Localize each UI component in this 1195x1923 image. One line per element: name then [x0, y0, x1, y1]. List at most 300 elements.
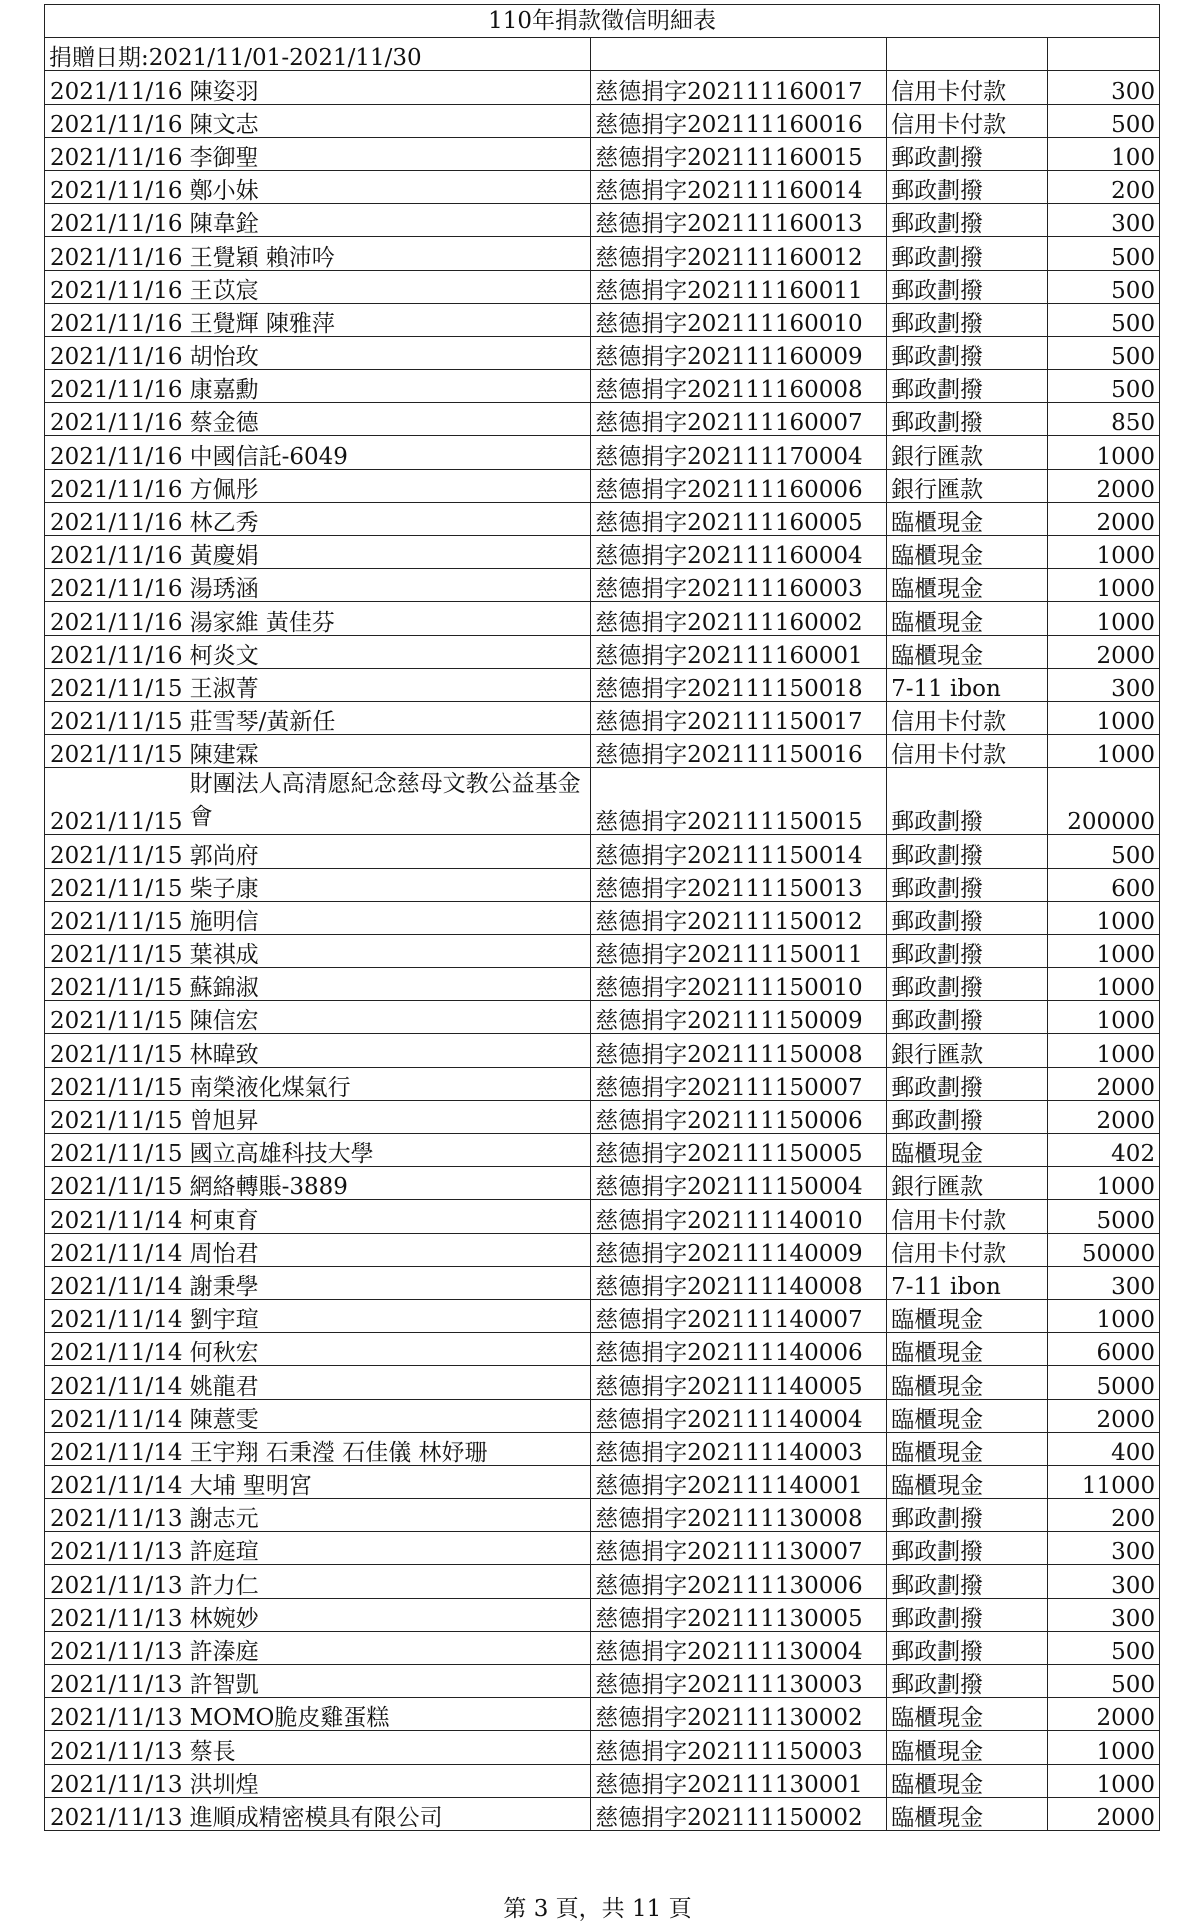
donation-amount: 1000	[1048, 1299, 1160, 1332]
donation-amount: 300	[1048, 668, 1160, 701]
title-row	[45, 5, 1160, 38]
table-row	[45, 1465, 1160, 1498]
donation-amount: 500	[1048, 303, 1160, 336]
donor-name: 劉宇瑄	[187, 1299, 591, 1332]
table-row	[45, 1100, 1160, 1133]
donation-date: 2021/11/14	[45, 1465, 187, 1498]
donor-name: 施明信	[187, 901, 591, 934]
receipt-number: 慈德捐字202111150007	[591, 1067, 887, 1100]
receipt-number: 慈德捐字202111160006	[591, 469, 887, 502]
donation-date: 2021/11/16	[45, 303, 187, 336]
table-row	[45, 370, 1160, 403]
donation-amount: 300	[1048, 204, 1160, 237]
donation-amount: 200	[1048, 1499, 1160, 1532]
payment-method: 信用卡付款	[887, 71, 1048, 104]
payment-method: 臨櫃現金	[887, 536, 1048, 569]
payment-method: 郵政劃撥	[887, 1067, 1048, 1100]
donation-amount: 1000	[1048, 536, 1160, 569]
payment-method: 郵政劃撥	[887, 137, 1048, 170]
donation-amount: 2000	[1048, 1100, 1160, 1133]
donation-date: 2021/11/14	[45, 1366, 187, 1399]
table-title: 110年捐款徵信明細表	[45, 5, 1160, 38]
table-row	[45, 237, 1160, 270]
donation-date: 2021/11/15	[45, 1167, 187, 1200]
donation-amount: 2000	[1048, 1698, 1160, 1731]
table-row	[45, 701, 1160, 734]
donation-date: 2021/11/15	[45, 1067, 187, 1100]
donation-amount: 1000	[1048, 701, 1160, 734]
donor-name: 鄭小妹	[187, 170, 591, 203]
donor-name: 許溱庭	[187, 1631, 591, 1664]
donation-date: 2021/11/13	[45, 1499, 187, 1532]
donation-date: 2021/11/15	[45, 835, 187, 868]
donor-name: 黃慶娟	[187, 536, 591, 569]
donor-name: 姚龍君	[187, 1366, 591, 1399]
table-row	[45, 71, 1160, 104]
donation-amount: 5000	[1048, 1366, 1160, 1399]
receipt-number: 慈德捐字202111140006	[591, 1333, 887, 1366]
receipt-number: 慈德捐字202111140005	[591, 1366, 887, 1399]
payment-method: 臨櫃現金	[887, 1465, 1048, 1498]
receipt-number: 慈德捐字202111150014	[591, 835, 887, 868]
donation-date: 2021/11/15	[45, 768, 187, 835]
donation-date: 2021/11/16	[45, 436, 187, 469]
donation-amount: 400	[1048, 1432, 1160, 1465]
donation-amount: 1000	[1048, 1034, 1160, 1067]
donor-name: 蔡長	[187, 1731, 591, 1764]
donation-date: 2021/11/15	[45, 868, 187, 901]
receipt-number: 慈德捐字202111160017	[591, 71, 887, 104]
table-row	[45, 336, 1160, 369]
donor-name: 陳信宏	[187, 1001, 591, 1034]
receipt-number: 慈德捐字202111160012	[591, 237, 887, 270]
payment-method: 銀行匯款	[887, 1034, 1048, 1067]
donation-amount: 2000	[1048, 1399, 1160, 1432]
table-row	[45, 1565, 1160, 1598]
donor-name: 李御聖	[187, 137, 591, 170]
table-row	[45, 502, 1160, 535]
donation-amount: 6000	[1048, 1333, 1160, 1366]
donor-name: 陳建霖	[187, 735, 591, 768]
date-range-row	[45, 38, 1160, 71]
receipt-number: 慈德捐字202111150003	[591, 1731, 887, 1764]
receipt-number: 慈德捐字202111150015	[591, 768, 887, 835]
receipt-number: 慈德捐字202111140007	[591, 1299, 887, 1332]
donation-date: 2021/11/16	[45, 336, 187, 369]
receipt-number: 慈德捐字202111160009	[591, 336, 887, 369]
donor-name: 葉祺成	[187, 934, 591, 967]
payment-method: 郵政劃撥	[887, 1532, 1048, 1565]
donation-amount: 100	[1048, 137, 1160, 170]
donation-amount: 2000	[1048, 469, 1160, 502]
receipt-number: 慈德捐字202111130001	[591, 1764, 887, 1797]
donation-date: 2021/11/13	[45, 1731, 187, 1764]
donation-amount: 1000	[1048, 602, 1160, 635]
table-row	[45, 1299, 1160, 1332]
donor-name: 蔡金德	[187, 403, 591, 436]
donor-name: 何秋宏	[187, 1333, 591, 1366]
date-range: 捐贈日期:2021/11/01-2021/11/30	[45, 38, 591, 71]
receipt-number: 慈德捐字202111140008	[591, 1266, 887, 1299]
receipt-number: 慈德捐字202111150017	[591, 701, 887, 734]
donation-date: 2021/11/16	[45, 403, 187, 436]
donation-amount: 11000	[1048, 1465, 1160, 1498]
receipt-number: 慈德捐字202111140001	[591, 1465, 887, 1498]
payment-method: 臨櫃現金	[887, 569, 1048, 602]
donor-name: 林婉妙	[187, 1598, 591, 1631]
table-row	[45, 1731, 1160, 1764]
payment-method: 臨櫃現金	[887, 1731, 1048, 1764]
donor-name: 中國信託-6049	[187, 436, 591, 469]
table-row	[45, 1399, 1160, 1432]
donation-amount: 500	[1048, 336, 1160, 369]
donor-name: 王覺穎 賴沛吟	[187, 237, 591, 270]
payment-method: 臨櫃現金	[887, 602, 1048, 635]
donor-name: 柯炎文	[187, 635, 591, 668]
donation-date: 2021/11/16	[45, 602, 187, 635]
table-row	[45, 137, 1160, 170]
donation-amount: 500	[1048, 270, 1160, 303]
payment-method: 銀行匯款	[887, 436, 1048, 469]
payment-method: 臨櫃現金	[887, 1764, 1048, 1797]
payment-method: 郵政劃撥	[887, 403, 1048, 436]
receipt-number: 慈德捐字202111140004	[591, 1399, 887, 1432]
donation-date: 2021/11/13	[45, 1532, 187, 1565]
table-row	[45, 1034, 1160, 1067]
table-row	[45, 635, 1160, 668]
donation-amount: 500	[1048, 1631, 1160, 1664]
donation-date: 2021/11/15	[45, 901, 187, 934]
donation-amount: 1000	[1048, 1001, 1160, 1034]
payment-method: 7-11 ibon	[887, 668, 1048, 701]
donation-date: 2021/11/13	[45, 1598, 187, 1631]
receipt-number: 慈德捐字202111140009	[591, 1233, 887, 1266]
table-row	[45, 1598, 1160, 1631]
receipt-number: 慈德捐字202111150009	[591, 1001, 887, 1034]
table-row	[45, 735, 1160, 768]
donor-name: 郭尚府	[187, 835, 591, 868]
donor-name: 南榮液化煤氣行	[187, 1067, 591, 1100]
donor-name: 大埔 聖明宮	[187, 1465, 591, 1498]
payment-method: 郵政劃撥	[887, 237, 1048, 270]
payment-method: 臨櫃現金	[887, 1299, 1048, 1332]
payment-method: 郵政劃撥	[887, 303, 1048, 336]
payment-method: 郵政劃撥	[887, 868, 1048, 901]
donor-name: 胡怡玫	[187, 336, 591, 369]
receipt-number: 慈德捐字202111130005	[591, 1598, 887, 1631]
payment-method: 信用卡付款	[887, 1233, 1048, 1266]
payment-method: 信用卡付款	[887, 735, 1048, 768]
donation-amount: 1000	[1048, 1167, 1160, 1200]
receipt-number: 慈德捐字202111160011	[591, 270, 887, 303]
receipt-number: 慈德捐字202111150006	[591, 1100, 887, 1133]
donation-amount: 1000	[1048, 735, 1160, 768]
payment-method: 郵政劃撥	[887, 270, 1048, 303]
donation-date: 2021/11/13	[45, 1665, 187, 1698]
donor-name: 蘇錦淑	[187, 968, 591, 1001]
donation-date: 2021/11/13	[45, 1797, 187, 1830]
donation-date: 2021/11/15	[45, 1100, 187, 1133]
donation-amount: 850	[1048, 403, 1160, 436]
payment-method: 銀行匯款	[887, 1167, 1048, 1200]
table-row	[45, 1001, 1160, 1034]
donation-date: 2021/11/15	[45, 735, 187, 768]
donation-date: 2021/11/15	[45, 968, 187, 1001]
donor-name: 周怡君	[187, 1233, 591, 1266]
donor-name: 許力仁	[187, 1565, 591, 1598]
donation-amount: 300	[1048, 1532, 1160, 1565]
donation-date: 2021/11/14	[45, 1200, 187, 1233]
table-row	[45, 968, 1160, 1001]
donation-date: 2021/11/16	[45, 237, 187, 270]
receipt-number: 慈德捐字202111150012	[591, 901, 887, 934]
donation-date: 2021/11/15	[45, 1034, 187, 1067]
receipt-number: 慈德捐字202111150018	[591, 668, 887, 701]
donation-amount: 1000	[1048, 569, 1160, 602]
table-row	[45, 170, 1160, 203]
donation-date: 2021/11/13	[45, 1631, 187, 1664]
table-row	[45, 104, 1160, 137]
table-row	[45, 835, 1160, 868]
donor-name: 謝志元	[187, 1499, 591, 1532]
table-row	[45, 668, 1160, 701]
donation-amount: 2000	[1048, 635, 1160, 668]
donation-amount: 1000	[1048, 1764, 1160, 1797]
donor-name: 財團法人高清愿紀念慈母文教公益基金會	[187, 768, 591, 835]
table-row	[45, 469, 1160, 502]
donor-name: 陳薏雯	[187, 1399, 591, 1432]
table-row	[45, 1698, 1160, 1731]
table-row	[45, 1631, 1160, 1664]
payment-method: 臨櫃現金	[887, 1797, 1048, 1830]
receipt-number: 慈德捐字202111150016	[591, 735, 887, 768]
payment-method: 信用卡付款	[887, 1200, 1048, 1233]
donation-amount: 500	[1048, 835, 1160, 868]
donation-date: 2021/11/14	[45, 1299, 187, 1332]
payment-method: 7-11 ibon	[887, 1266, 1048, 1299]
donation-date: 2021/11/13	[45, 1764, 187, 1797]
donor-name: 王覺輝 陳雅萍	[187, 303, 591, 336]
receipt-number: 慈德捐字202111160005	[591, 502, 887, 535]
donation-date: 2021/11/14	[45, 1266, 187, 1299]
donation-date: 2021/11/16	[45, 104, 187, 137]
receipt-number: 慈德捐字202111160008	[591, 370, 887, 403]
table-row	[45, 1233, 1160, 1266]
table-row	[45, 934, 1160, 967]
donation-date: 2021/11/14	[45, 1233, 187, 1266]
payment-method: 郵政劃撥	[887, 901, 1048, 934]
donation-amount: 2000	[1048, 1797, 1160, 1830]
payment-method: 郵政劃撥	[887, 835, 1048, 868]
donor-name: MOMO脆皮雞蛋糕	[187, 1698, 591, 1731]
receipt-number: 慈德捐字202111130006	[591, 1565, 887, 1598]
payment-method: 郵政劃撥	[887, 1565, 1048, 1598]
receipt-number: 慈德捐字202111150008	[591, 1034, 887, 1067]
donation-date: 2021/11/14	[45, 1333, 187, 1366]
donation-amount: 200000	[1048, 768, 1160, 835]
receipt-number: 慈德捐字202111160007	[591, 403, 887, 436]
receipt-number: 慈德捐字202111130008	[591, 1499, 887, 1532]
payment-method: 郵政劃撥	[887, 370, 1048, 403]
payment-method: 郵政劃撥	[887, 1665, 1048, 1698]
donation-amount: 1000	[1048, 968, 1160, 1001]
donation-amount: 600	[1048, 868, 1160, 901]
receipt-number: 慈德捐字202111170004	[591, 436, 887, 469]
payment-method: 臨櫃現金	[887, 1134, 1048, 1167]
table-row	[45, 436, 1160, 469]
donation-date: 2021/11/15	[45, 668, 187, 701]
donation-amount: 200	[1048, 170, 1160, 203]
payment-method: 郵政劃撥	[887, 336, 1048, 369]
table-row	[45, 1764, 1160, 1797]
donation-table	[44, 4, 1160, 1831]
payment-method: 郵政劃撥	[887, 204, 1048, 237]
payment-method: 銀行匯款	[887, 469, 1048, 502]
receipt-number: 慈德捐字202111130003	[591, 1665, 887, 1698]
donor-name: 林暐致	[187, 1034, 591, 1067]
payment-method: 臨櫃現金	[887, 1432, 1048, 1465]
donor-name: 柴子康	[187, 868, 591, 901]
payment-method: 郵政劃撥	[887, 1631, 1048, 1664]
donation-amount: 500	[1048, 104, 1160, 137]
donation-amount: 1000	[1048, 901, 1160, 934]
payment-method: 信用卡付款	[887, 104, 1048, 137]
donation-date: 2021/11/16	[45, 569, 187, 602]
receipt-number: 慈德捐字202111130002	[591, 1698, 887, 1731]
payment-method: 郵政劃撥	[887, 934, 1048, 967]
donor-name: 方佩彤	[187, 469, 591, 502]
table-row	[45, 602, 1160, 635]
receipt-number: 慈德捐字202111140003	[591, 1432, 887, 1465]
receipt-number: 慈德捐字202111150005	[591, 1134, 887, 1167]
donation-amount: 1000	[1048, 1731, 1160, 1764]
table-row	[45, 1366, 1160, 1399]
donation-amount: 300	[1048, 1266, 1160, 1299]
donation-table-body	[45, 5, 1160, 1831]
donation-amount: 500	[1048, 1665, 1160, 1698]
donor-name: 國立高雄科技大學	[187, 1134, 591, 1167]
page-number: 第 3 頁，共 11 頁	[503, 1896, 692, 1922]
donation-date: 2021/11/15	[45, 701, 187, 734]
donor-name: 林乙秀	[187, 502, 591, 535]
receipt-number: 慈德捐字202111150004	[591, 1167, 887, 1200]
donation-date: 2021/11/15	[45, 1134, 187, 1167]
receipt-number: 慈德捐字202111140010	[591, 1200, 887, 1233]
donor-name: 陳文志	[187, 104, 591, 137]
table-row	[45, 868, 1160, 901]
table-row	[45, 1499, 1160, 1532]
receipt-number: 慈德捐字202111150002	[591, 1797, 887, 1830]
donor-name: 王苡宸	[187, 270, 591, 303]
donation-amount: 1000	[1048, 436, 1160, 469]
donation-amount: 500	[1048, 237, 1160, 270]
table-row	[45, 1532, 1160, 1565]
donor-name: 湯家維 黃佳芬	[187, 602, 591, 635]
donation-amount: 300	[1048, 1565, 1160, 1598]
payment-method: 郵政劃撥	[887, 1001, 1048, 1034]
receipt-number: 慈德捐字202111160002	[591, 602, 887, 635]
donor-name: 湯琇涵	[187, 569, 591, 602]
payment-method: 信用卡付款	[887, 701, 1048, 734]
donor-name: 曾旭昇	[187, 1100, 591, 1133]
payment-method: 臨櫃現金	[887, 1698, 1048, 1731]
table-row	[45, 901, 1160, 934]
receipt-number: 慈德捐字202111160001	[591, 635, 887, 668]
donation-date: 2021/11/13	[45, 1565, 187, 1598]
receipt-number: 慈德捐字202111160004	[591, 536, 887, 569]
donor-name: 謝秉學	[187, 1266, 591, 1299]
table-row	[45, 1333, 1160, 1366]
donation-date: 2021/11/16	[45, 204, 187, 237]
table-row	[45, 1134, 1160, 1167]
table-row	[45, 270, 1160, 303]
payment-method: 臨櫃現金	[887, 502, 1048, 535]
donation-amount: 402	[1048, 1134, 1160, 1167]
table-row	[45, 303, 1160, 336]
donor-name: 莊雪琴/黃新任	[187, 701, 591, 734]
donation-amount: 5000	[1048, 1200, 1160, 1233]
table-row	[45, 768, 1160, 835]
donation-date: 2021/11/16	[45, 469, 187, 502]
payment-method: 郵政劃撥	[887, 1100, 1048, 1133]
empty-cell	[1048, 38, 1160, 71]
donor-name: 洪圳煌	[187, 1764, 591, 1797]
receipt-number: 慈德捐字202111160010	[591, 303, 887, 336]
receipt-number: 慈德捐字202111130007	[591, 1532, 887, 1565]
payment-method: 臨櫃現金	[887, 1333, 1048, 1366]
donor-name: 許庭瑄	[187, 1532, 591, 1565]
donation-date: 2021/11/16	[45, 502, 187, 535]
payment-method: 郵政劃撥	[887, 170, 1048, 203]
donor-name: 陳姿羽	[187, 71, 591, 104]
donation-amount: 2000	[1048, 502, 1160, 535]
payment-method: 郵政劃撥	[887, 768, 1048, 835]
table-row	[45, 1200, 1160, 1233]
table-row	[45, 569, 1160, 602]
receipt-number: 慈德捐字202111130004	[591, 1631, 887, 1664]
donation-date: 2021/11/16	[45, 270, 187, 303]
donation-amount: 2000	[1048, 1067, 1160, 1100]
donor-name: 王宇翔 石秉瀅 石佳儀 林妤珊	[187, 1432, 591, 1465]
table-row	[45, 536, 1160, 569]
receipt-number: 慈德捐字202111160015	[591, 137, 887, 170]
donor-name: 網絡轉賬-3889	[187, 1167, 591, 1200]
donation-date: 2021/11/16	[45, 137, 187, 170]
payment-method: 郵政劃撥	[887, 1499, 1048, 1532]
table-row	[45, 1432, 1160, 1465]
receipt-number: 慈德捐字202111160016	[591, 104, 887, 137]
table-row	[45, 1266, 1160, 1299]
donation-amount: 300	[1048, 71, 1160, 104]
donor-name: 進順成精密模具有限公司	[187, 1797, 591, 1830]
donation-date: 2021/11/15	[45, 934, 187, 967]
donation-amount: 500	[1048, 370, 1160, 403]
donor-name: 許智凱	[187, 1665, 591, 1698]
donor-name: 康嘉勳	[187, 370, 591, 403]
donation-amount: 50000	[1048, 1233, 1160, 1266]
receipt-number: 慈德捐字202111150013	[591, 868, 887, 901]
donation-amount: 1000	[1048, 934, 1160, 967]
donor-name: 柯東育	[187, 1200, 591, 1233]
donation-date: 2021/11/14	[45, 1432, 187, 1465]
payment-method: 郵政劃撥	[887, 1598, 1048, 1631]
table-row	[45, 1665, 1160, 1698]
donation-date: 2021/11/14	[45, 1399, 187, 1432]
payment-method: 郵政劃撥	[887, 968, 1048, 1001]
empty-cell	[887, 38, 1048, 71]
receipt-number: 慈德捐字202111160014	[591, 170, 887, 203]
payment-method: 臨櫃現金	[887, 1399, 1048, 1432]
